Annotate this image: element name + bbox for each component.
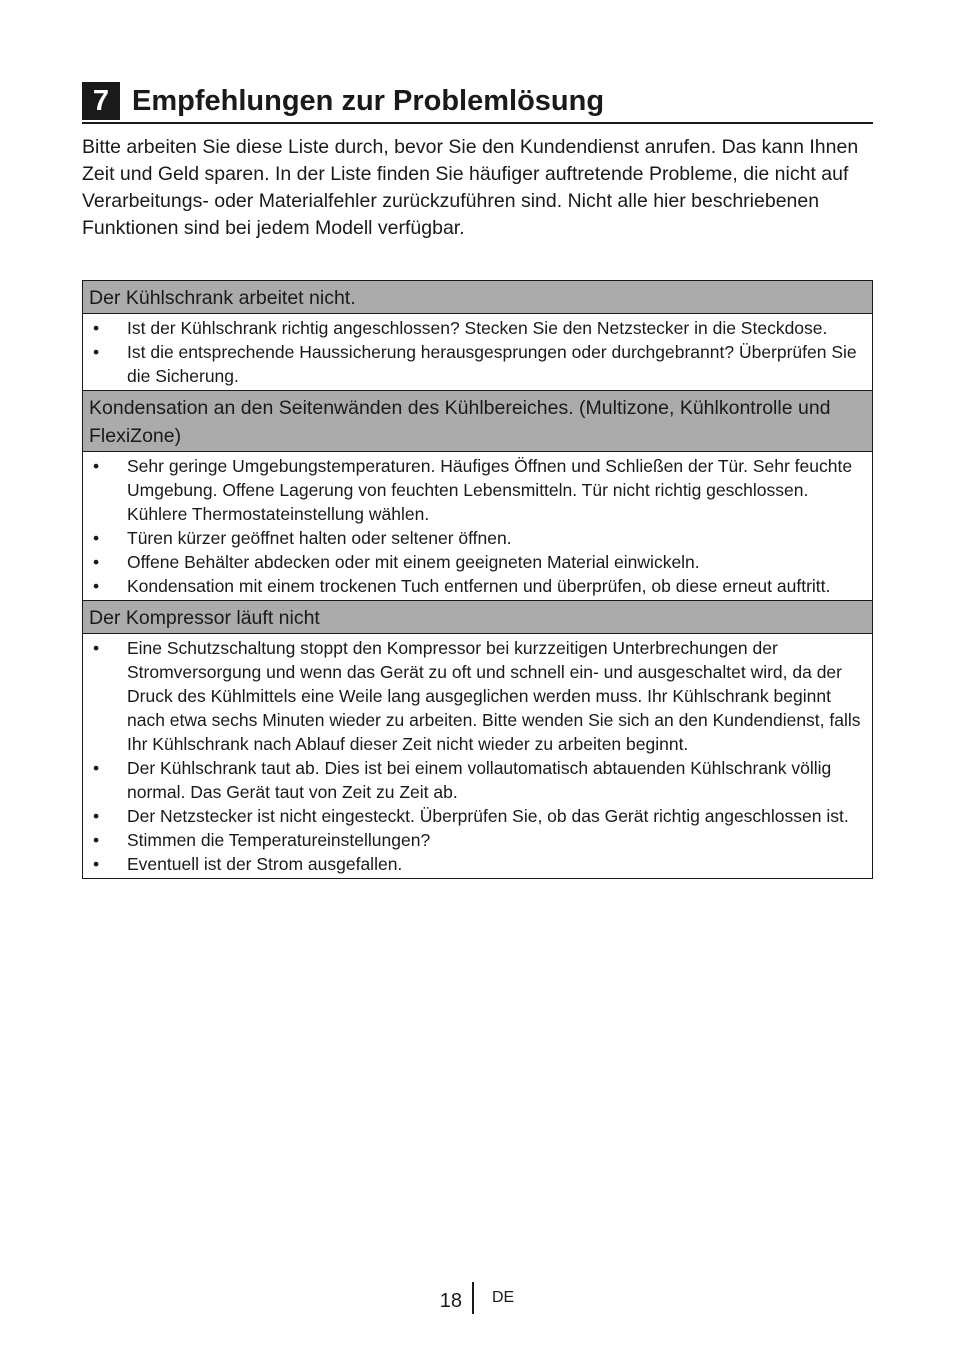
bullet-list bbox=[89, 454, 866, 598]
section-header: Der Kompressor läuft nicht bbox=[83, 601, 872, 634]
section-body bbox=[83, 452, 872, 601]
page-footer bbox=[0, 1282, 954, 1316]
list-item: • Offene Behälter abdecken oder mit einem geeigneten Material einwickeln. bbox=[89, 550, 866, 574]
page-number: 18 bbox=[439, 1290, 462, 1312]
bullet-list bbox=[89, 636, 866, 876]
list-item: • Sehr geringe Umgebungstemperaturen. Häufiges Öffnen und Schließen der Tür. Sehr feuchte Umgebung. Offene Lagerung von feuchten Lebensmitteln. Tür nicht richtig geschlossen. Kühlere Thermostateinstellung wählen. bbox=[89, 454, 866, 526]
list-item: • Der Kühlschrank taut ab. Dies ist bei einem vollautomatisch abtauenden Kühlschrank völlig normal. Das Gerät taut von Zeit zu Zeit ab. bbox=[89, 756, 866, 804]
bullet-list bbox=[89, 316, 866, 388]
document-page bbox=[82, 82, 873, 879]
section-header: Kondensation an den Seitenwänden des Kühlbereiches. (Multizone, Kühlkontrolle und FlexiZone) bbox=[83, 391, 872, 452]
list-item: • Eventuell ist der Strom ausgefallen. bbox=[89, 852, 866, 876]
chapter-heading bbox=[82, 82, 873, 124]
footer-divider bbox=[472, 1282, 474, 1314]
list-item: • Der Netzstecker ist nicht eingesteckt. Überprüfen Sie, ob das Gerät richtig angeschlossen ist. bbox=[89, 804, 866, 828]
language-code: DE bbox=[492, 1289, 515, 1306]
list-item: • Ist die entsprechende Haussicherung herausgesprungen oder durchgebrannt? Überprüfen Sie die Sicherung. bbox=[89, 340, 866, 388]
chapter-number: 7 bbox=[82, 82, 120, 120]
list-item: • Stimmen die Temperatureinstellungen? bbox=[89, 828, 866, 852]
list-item: • Ist der Kühlschrank richtig angeschlossen? Stecken Sie den Netzstecker in die Steckdose. bbox=[89, 316, 866, 340]
troubleshooting-table bbox=[82, 280, 873, 879]
chapter-title: Empfehlungen zur Problemlösung bbox=[132, 85, 605, 117]
list-item: • Kondensation mit einem trockenen Tuch entfernen und überprüfen, ob diese erneut auftritt. bbox=[89, 574, 866, 598]
section-header: Der Kühlschrank arbeitet nicht. bbox=[83, 281, 872, 314]
list-item: • Eine Schutzschaltung stoppt den Kompressor bei kurzzeitigen Unterbrechungen der Stromversorgung und wenn das Gerät zu oft und schnell ein- und ausgeschaltet wird, da der Druck des Kühlmittels eine Weile lang ausgeglichen werden muss. Ihr Kühlschrank beginnt nach etwa sechs Minuten wieder zu arbeiten. Bitte wenden Sie sich an den Kundendienst, falls Ihr Kühlschrank nach Ablauf dieser Zeit nicht wieder zu arbeiten beginnt. bbox=[89, 636, 866, 756]
section-body bbox=[83, 634, 872, 878]
list-item: • Türen kürzer geöffnet halten oder seltener öffnen. bbox=[89, 526, 866, 550]
intro-paragraph: Bitte arbeiten Sie diese Liste durch, bevor Sie den Kundendienst anrufen. Das kann Ihnen Zeit und Geld sparen. In der Liste finden Sie häufiger auftretende Probleme, die nicht auf Verarbeitungs- oder Materialfehler zurückzuführen sind. Nicht alle hier beschriebenen Funktionen sind bei jedem Modell verfügbar. bbox=[82, 136, 859, 239]
section-body bbox=[83, 314, 872, 391]
